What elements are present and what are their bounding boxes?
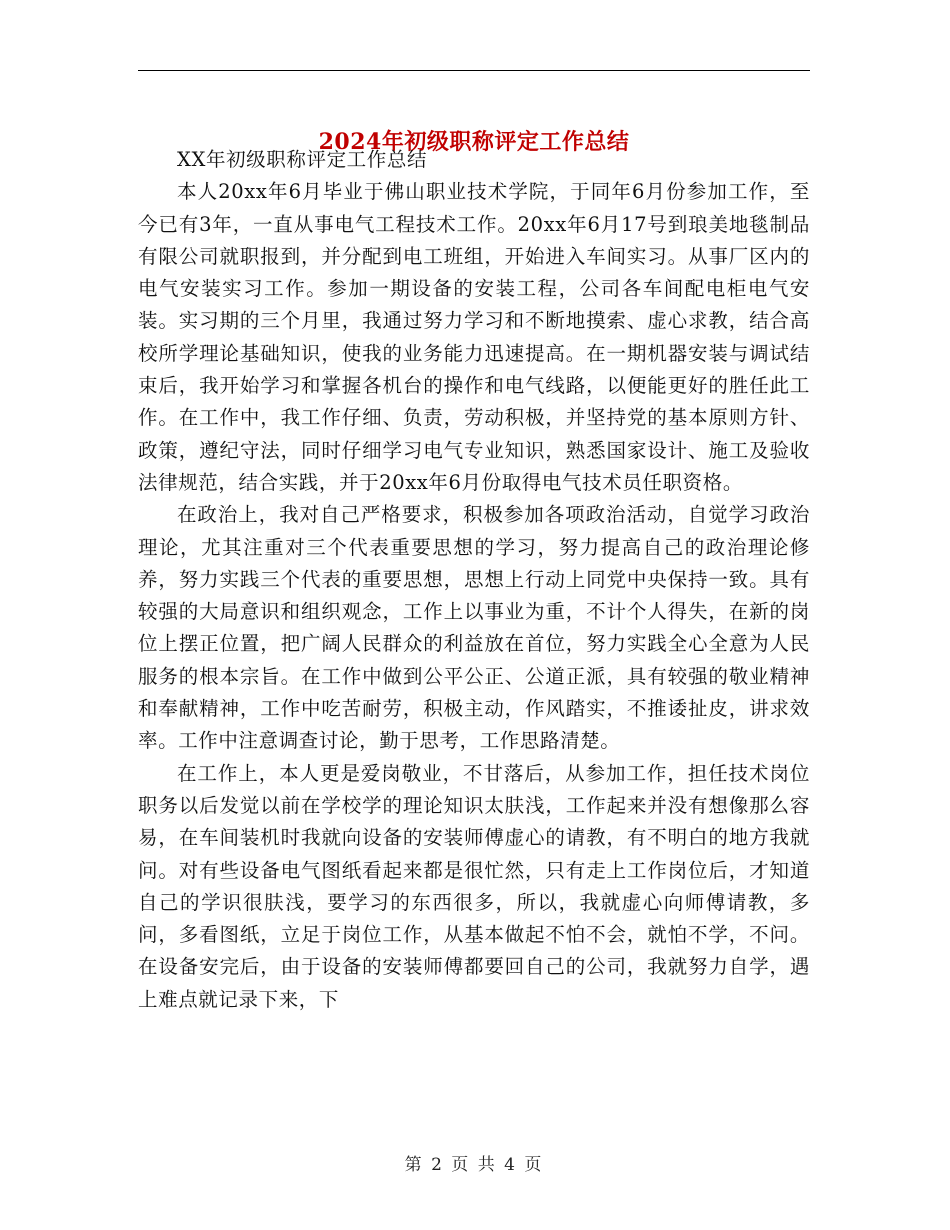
body-paragraph: 在政治上，我对自己严格要求，积极参加各项政治活动，自觉学习政治理论，尤其注重对三个代表重要思想的学习，努力提高自己的政治理论修养，努力实践三个代表的重要思想，思想上行动上同党中央保持一致。具有较强的大局意识和组织观念，工作上以事业为重，不计个人得失，在新的岗位上摆正位置，把广阔人民群众的利益放在首位，努力实践全心全意为人民服务的根本宗旨。在工作中做到公平公正、公道正派，具有较强的敬业精神和奉献精神，工作中吃苦耐劳，积极主动，作风踏实，不推诿扯皮，讲求效率。工作中注意调查讨论，勤于思考，工作思路清楚。 — [138, 503, 810, 753]
document-title: 2024年初级职称评定工作总结 — [318, 128, 630, 155]
header-rule — [138, 70, 810, 71]
document-body — [138, 144, 810, 1016]
subtitle-paragraph: XX年初级职称评定工作总结 — [177, 148, 428, 171]
body-paragraph: 本人20xx年6月毕业于佛山职业技术学院，于同年6月份参加工作，至今已有3年，一直从事电气工程技术工作。20xx年6月17号到琅美地毯制品有限公司就职报到，并分配到电工班组，开始进入车间实习。从事厂区内的电气安装实习工作。参加一期设备的安装工程，公司各车间配电柜电气安装。实习期的三个月里，我通过努力学习和不断地摸索、虚心求教，结合高校所学理论基础知识，使我的业务能力迅速提高。在一期机器安装与调试结束后，我开始学习和掌握各机台的操作和电气线路，以便能更好的胜任此工作。在工作中，我工作仔细、负责，劳动积极，并坚持党的基本原则方针、政策，遵纪守法，同时仔细学习电气专业知识，熟悉国家设计、施工及验收法律规范，结合实践，并于20xx年6月份取得电气技术员任职资格。 — [138, 180, 810, 494]
body-paragraph: 在工作上，本人更是爱岗敬业，不甘落后，从参加工作，担任技术岗位职务以后发觉以前在学校学的理论知识太肤浅，工作起来并没有想像那么容易，在车间装机时我就向设备的安装师傅虚心的请教，有不明白的地方我就问。对有些设备电气图纸看起来都是很忙然，只有走上工作岗位后，才知道自己的学识很肤浅，要学习的东西很多，所以，我就虚心向师傅请教，多问，多看图纸，立足于岗位工作，从基本做起不怕不会，就怕不学，不问。在设备安完后，由于设备的安装师傅都要回自己的公司，我就努力自学，遇上难点就记录下来，下 — [138, 761, 810, 1011]
page-number: 第 2 页 共 4 页 — [404, 1155, 544, 1175]
